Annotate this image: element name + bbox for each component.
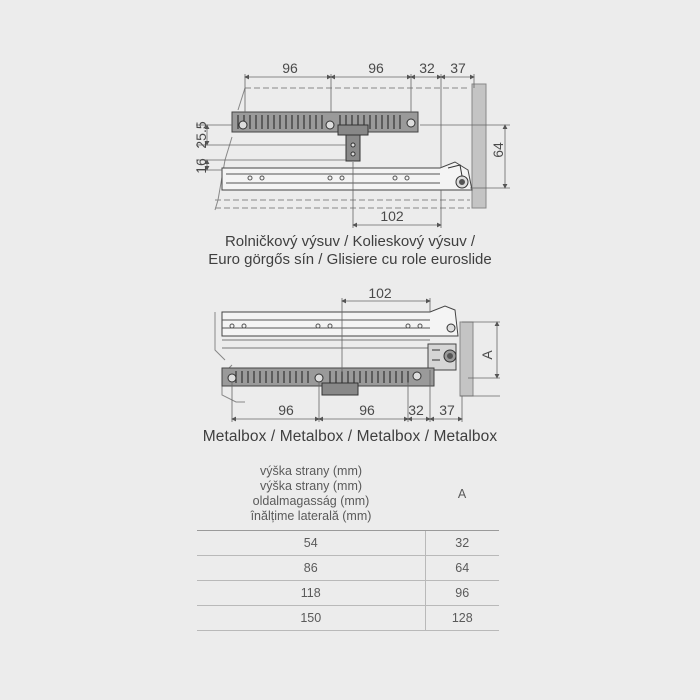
- bottom-dim-102: 102: [368, 285, 392, 301]
- header-side-line: výška strany (mm): [259, 479, 363, 493]
- cell-a: 64: [425, 556, 499, 581]
- cell-side-height: 118: [197, 581, 425, 606]
- top-diagram: [196, 74, 510, 228]
- bottom-dim-96-left: 96: [278, 402, 294, 418]
- header-side-line: înălțime laterală (mm): [250, 509, 372, 523]
- cell-side-height: 86: [197, 556, 425, 581]
- bottom-dim-37: 37: [439, 402, 455, 418]
- caption-top-line2: Euro görgős sín / Glisiere cu role euroslide: [208, 251, 492, 268]
- top-dim-25-5: 25.5: [193, 121, 209, 149]
- metalbox-side: [215, 306, 458, 370]
- bottom-dim-a: A: [479, 350, 495, 360]
- bottom-runner-rack: [222, 365, 434, 402]
- cell-a: 128: [425, 606, 499, 631]
- table-row: [197, 556, 499, 581]
- top-runner-rack: [232, 112, 418, 161]
- spec-table: [197, 458, 499, 631]
- bottom-dim-96-right: 96: [359, 402, 375, 418]
- top-dim-16: 16: [193, 158, 209, 174]
- table-row: [197, 531, 499, 556]
- table-row: [197, 606, 499, 631]
- cell-side-height: 54: [197, 531, 425, 556]
- cell-side-height: 150: [197, 606, 425, 631]
- caption-top-line1: Rolničkový výsuv / Kolieskový výsuv /: [224, 233, 476, 250]
- caption-top: [0, 233, 700, 269]
- table-header-row: [197, 458, 499, 531]
- header-side-line: oldalmagasság (mm): [252, 494, 370, 508]
- top-dim-32: 32: [419, 60, 435, 76]
- top-dim-96-left: 96: [282, 60, 298, 76]
- header-a: A: [457, 487, 467, 501]
- bottom-diagram: [215, 298, 500, 422]
- caption-bottom: Metalbox / Metalbox / Metalbox / Metalbox: [202, 428, 498, 445]
- top-dim-102: 102: [380, 208, 404, 224]
- header-side-line: výška strany (mm): [259, 464, 363, 478]
- table-row: [197, 581, 499, 606]
- top-slide-rail: [222, 162, 472, 190]
- bottom-dim-32: 32: [408, 402, 424, 418]
- header-side-height: [197, 458, 425, 531]
- top-dim-37: 37: [450, 60, 466, 76]
- top-dim-96-right: 96: [368, 60, 384, 76]
- top-dim-64: 64: [490, 142, 506, 158]
- cell-a: 32: [425, 531, 499, 556]
- cell-a: 96: [425, 581, 499, 606]
